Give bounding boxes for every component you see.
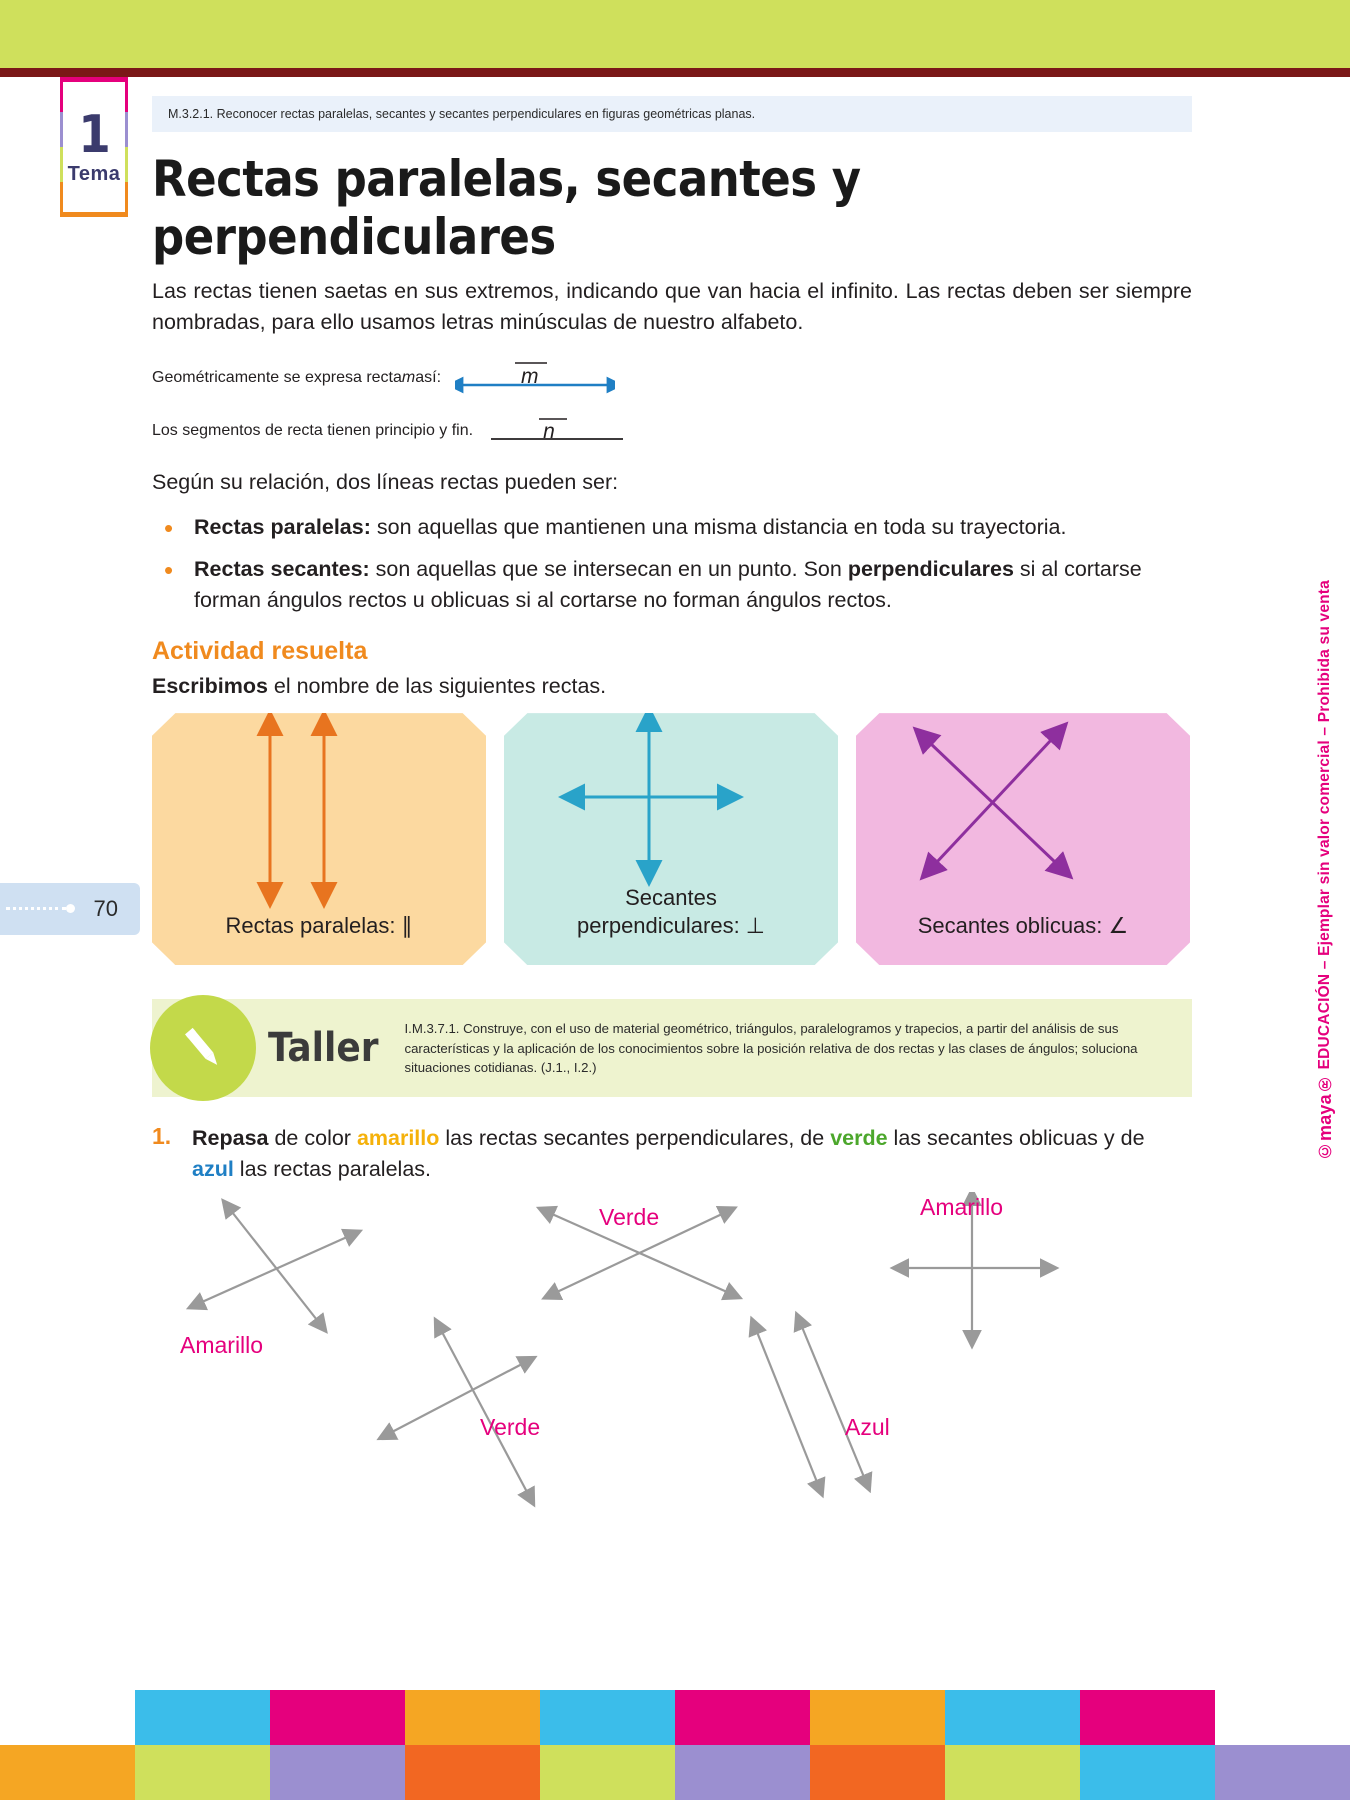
segment-text: Los segmentos de recta tienen principio y fin.: [152, 422, 474, 440]
footer-cell-top-5: [675, 1690, 810, 1745]
figure-parallel: [152, 713, 486, 965]
page-number-pill: [0, 883, 140, 935]
drawing-label-2: Amarillo: [920, 1194, 1004, 1221]
footer-cell-bottom-3: [405, 1745, 540, 1800]
line-n-label: n: [543, 420, 555, 444]
tema-word: Tema: [67, 162, 121, 185]
drawings-svg: [152, 1192, 1192, 1572]
exercise-number: 1.: [152, 1123, 172, 1150]
exercise-t2: las rectas secantes perpendiculares, de: [439, 1126, 831, 1151]
taller-band: [152, 999, 1192, 1097]
figure-row: [152, 713, 1192, 965]
figure-parallel-caption: Rectas paralelas: ∥: [225, 912, 413, 938]
activity-heading: Actividad resuelta: [152, 637, 368, 666]
footer-cell-bottom-9: [1215, 1745, 1350, 1800]
secant-definition-1: son aquellas que se intersecan en un punto. Son: [369, 557, 848, 582]
figure-perpendicular-caption-line1: Secantes: [625, 885, 717, 911]
exercise-verb: Repasa: [192, 1126, 269, 1151]
word-verde: verde: [830, 1126, 888, 1151]
line-m-text-suffix: así:: [415, 369, 442, 387]
secant-term: Rectas secantes:: [194, 557, 370, 582]
tema-card: [63, 82, 125, 212]
paragraph-relation: Según su relación, dos líneas rectas pueden ser:: [152, 470, 619, 495]
content-column: [152, 96, 1192, 1572]
side-note-text: EDUCACIÓN – Ejemplar sin valor comercial – Prohibida su venta: [1316, 580, 1333, 1070]
line-m-row: [152, 355, 1192, 401]
exercise-text: [192, 1123, 1177, 1184]
footer-cell-bottom-8: [1080, 1745, 1215, 1800]
page-number: 70: [93, 896, 118, 921]
footer-cell-top-7: [945, 1690, 1080, 1745]
taller-word: Taller: [268, 1025, 379, 1072]
footer-cell-top-2: [270, 1690, 405, 1745]
figure-perpendicular: [504, 713, 838, 965]
leader-dot: [66, 904, 75, 913]
taller-circle: [150, 995, 256, 1101]
top-maroon-rule: [0, 68, 1350, 77]
footer-cell-bottom-6: [810, 1745, 945, 1800]
top-green-band: [0, 0, 1350, 68]
paragraph-intro: Las rectas tienen saetas en sus extremos, indicando que van hacia el infinito. Las rectas deben ser siempre nombradas, para ello usamos letras minúsculas de nuestro alfabeto.: [152, 279, 1192, 334]
footer-cell-top-9: [1215, 1690, 1350, 1745]
page-title: Rectas paralelas, secantes y perpendiculares: [152, 150, 861, 266]
footer-cell-top-6: [810, 1690, 945, 1745]
footer-row-top: [0, 1690, 1350, 1745]
line-n-row: [152, 411, 1192, 451]
footer-cell-top-8: [1080, 1690, 1215, 1745]
dotted-leader: [6, 907, 66, 910]
line-n-figure: [487, 411, 627, 451]
perpendicular-term: perpendiculares: [847, 557, 1014, 582]
activity-instruction: [152, 674, 1192, 699]
standard-code-bar: M.3.2.1. Reconocer rectas paralelas, secantes y secantes perpendiculares en figuras geométricas planas.: [152, 96, 1192, 132]
brand-maya: ©maya®: [1315, 1073, 1335, 1162]
list-item-secant: [152, 554, 1192, 615]
line-m-label: m: [521, 365, 539, 389]
copyright-side-note: [1315, 580, 1336, 1161]
definitions-list: [152, 512, 1192, 616]
exercise-drawings: [152, 1192, 1192, 1572]
word-amarillo: amarillo: [356, 1126, 440, 1151]
list-item-parallel: [152, 512, 1192, 543]
footer-cell-top-0: [0, 1690, 135, 1745]
pencil-icon: [177, 1022, 229, 1074]
footer-cell-bottom-7: [945, 1745, 1080, 1800]
footer-cell-bottom-5: [675, 1745, 810, 1800]
word-azul: azul: [192, 1156, 234, 1181]
figure-oblique-caption: Secantes oblicuas: ∠: [917, 912, 1129, 938]
figure-perpendicular-caption: [577, 884, 765, 965]
tema-number: 1: [78, 104, 110, 165]
exercise-t4: las rectas paralelas.: [233, 1156, 432, 1181]
activity-instruction-rest: el nombre de las siguientes rectas.: [267, 674, 607, 699]
drawing-label-0: Amarillo: [180, 1332, 264, 1359]
line-m-text-prefix: Geométricamente se expresa recta: [152, 369, 402, 387]
secant-definition-2: si al cortarse forman ángulos rectos u oblicuas si al cortarse no forman ángulos rectos.: [194, 557, 1142, 612]
line-m-figure: [455, 355, 615, 401]
activity-instruction-strong: Escribimos: [152, 674, 268, 699]
drawing-label-3: Verde: [480, 1414, 541, 1441]
footer-cell-bottom-1: [135, 1745, 270, 1800]
footer-cell-top-3: [405, 1690, 540, 1745]
footer-cell-bottom-2: [270, 1745, 405, 1800]
exercise-1: [152, 1123, 1192, 1184]
taller-standard: I.M.3.7.1. Construye, con el uso de material geométrico, triángulos, paralelogramos y trapecios, a partir del análisis de sus características y la aplicación de los conocimientos sobre la posición relativa de dos rectas y las clases de ángulos; soluciona situaciones cotidianas. (J.1., I.2.): [404, 1021, 1138, 1075]
footer-cell-top-1: [135, 1690, 270, 1745]
drawing-label-1: Verde: [599, 1204, 660, 1231]
line-m-letter: m: [401, 369, 416, 387]
footer-cell-bottom-0: [0, 1745, 135, 1800]
drawing-label-4: Azul: [845, 1414, 890, 1441]
parallel-term: Rectas paralelas:: [194, 514, 371, 539]
footer-color-bars: [0, 1690, 1350, 1800]
exercise-t3: las secantes oblicuas y de: [887, 1126, 1145, 1151]
footer-row-bottom: [0, 1745, 1350, 1800]
exercise-t1: de color: [268, 1126, 357, 1151]
figure-perpendicular-caption-line2: perpendiculares: ⊥: [577, 912, 765, 938]
figure-oblique: [856, 713, 1190, 965]
footer-cell-bottom-4: [540, 1745, 675, 1800]
parallel-definition: son aquellas que mantienen una misma distancia en toda su trayectoria.: [370, 514, 1067, 539]
footer-cell-top-4: [540, 1690, 675, 1745]
